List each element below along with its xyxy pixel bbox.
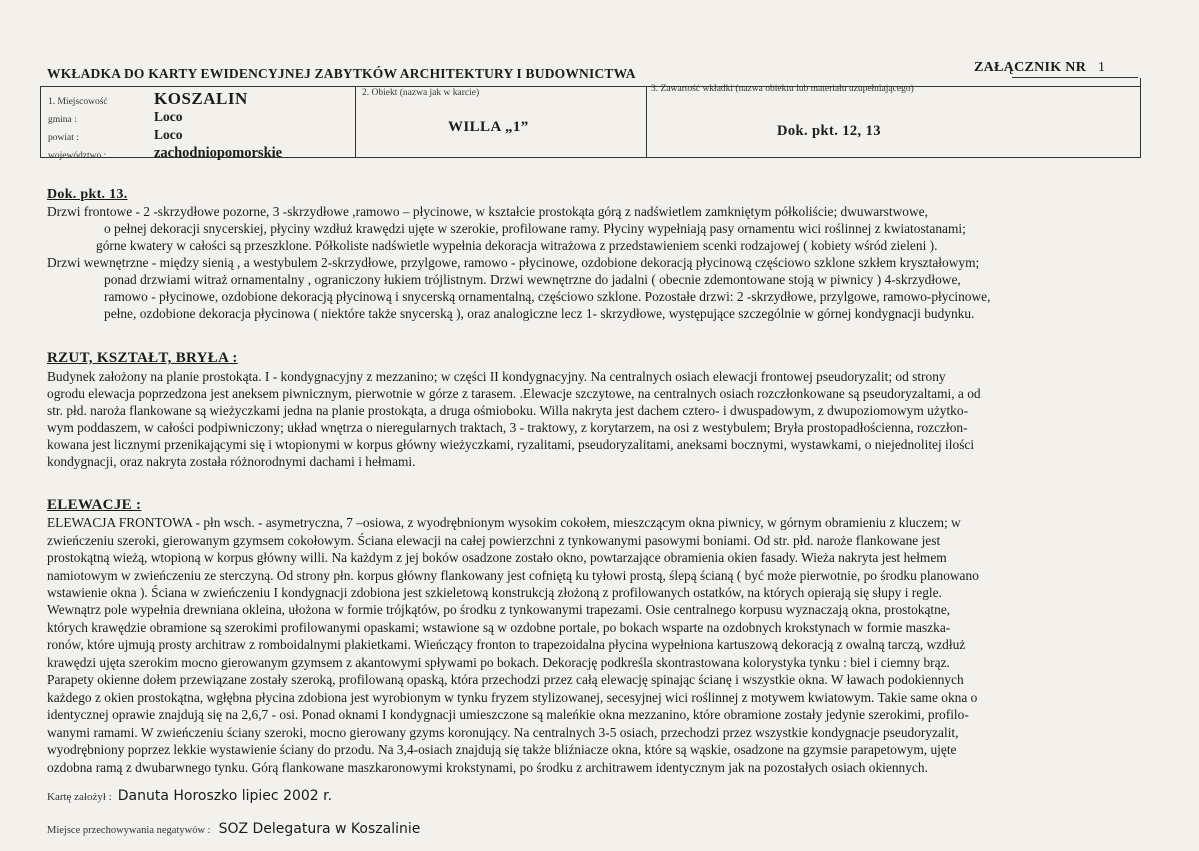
author-value: Danuta Horoszko lipiec 2002 r.: [117, 788, 333, 804]
annex-label-text: ZAŁĄCZNIK NR: [974, 60, 1087, 75]
elewacje-line: Parapety okienne dołem przewiązane zostały szeroką, profilowaną opaską, która przechodzi przez całą elewację spinając ścianę i wszystkie okna. W ławach podokiennych: [47, 672, 964, 687]
storage-value: SOZ Delegatura w Koszalinie: [218, 821, 421, 837]
miejscowosc-label: 1. Miejscowość: [48, 97, 108, 107]
table-left-border: [40, 86, 41, 158]
zawartosc-value: Dok. pkt. 12, 13: [777, 123, 881, 139]
table-divider-2: [646, 86, 647, 158]
storage-label: Miejsce przechowywania negatywów :: [47, 825, 211, 836]
wojewodztwo-label: województwo :: [48, 151, 107, 161]
rzut-line: Budynek założony na planie prostokąta. I - kondygnacyjny z mezzanino; w części II kondygnacyjny. Na centralnych osiach elewacji frontowej pseudoryzalit; od strony: [47, 369, 946, 384]
elewacje-line: ozdobna ramą z dwubarwnego tynku. Górą flankowane maszkaronowymi krokstynami, po środku z architrawem identycznym jak na pozostałych osiach okiennych.: [47, 760, 928, 775]
rzut-line: kondygnacji, oraz nakryta została różnorodnymi dachami i hełmami.: [47, 454, 416, 469]
dok-line: o pełnej dekoracji snycerskiej, płyciny wzdłuż krawędzi ujęte w szerokie, profilowane ramy. Płyciny wypełniają pasy ornamentu wici roślinnej z kwiatostanami;: [104, 221, 966, 236]
elewacje-line: krawędzi ujęta szerokim mocno gierowanym gzymsem z akantowymi spływami po bokach. Dekorację podkreśla skontrastowana kolorystyka tynku : biel i ciemny brąz.: [47, 655, 950, 670]
elewacje-line: namiotowym w zwieńczeniu ze sterczyną. Od strony płn. korpus główny flankowany jest cofniętą ku tyłowi prostą, ślepą ścianą ( być może pierwotnie, po środku planowano: [47, 568, 979, 583]
elewacje-heading: ELEWACJE :: [47, 497, 142, 513]
obiekt-label: 2. Obiekt (nazwa jak w karcie): [362, 88, 480, 98]
author-label: Kartę założył :: [47, 791, 112, 803]
rzut-heading: RZUT, KSZTAŁT, BRYŁA :: [47, 350, 238, 366]
gmina-label: gmina :: [48, 115, 77, 125]
dok-heading: Dok. pkt. 13.: [47, 187, 128, 202]
author-row: [47, 787, 332, 805]
storage-row: [47, 820, 420, 838]
annex-number: 1: [1097, 60, 1106, 75]
rzut-line: wym poddaszem, w całości podpiwniczony; układ wnętrza o nieregularnych traktach, 3 - traktowy, z korytarzem, na osi z westybulem; Bryła prostopadłościenna, rozczłon-: [47, 420, 968, 435]
elewacje-line: każdego z okien prostokątna, wgłębna płycina zdobiona jest wyrobionym w tynku fryzem stylizowanej, secesyjnej wici roślinnej z motywem kwiatowym. Takie same okna o: [47, 690, 978, 705]
elewacje-line: Wewnątrz pole wypełnia drewniana okleina, ułożona w formie trójkątów, po środku z tynkowanymi trapezami. Osie centralnego korpusu wyznaczają okna, prostokątne,: [47, 602, 951, 617]
obiekt-value: WILLA „1”: [448, 119, 529, 135]
dok-line: Drzwi frontowe - 2 -skrzydłowe pozorne, 3 -skrzydłowe ,ramowo – płycinowe, w kształcie prostokąta górą z nadświetlem zamkniętym półkoliście; dwuwarstwowe,: [47, 204, 928, 219]
table-divider-1: [355, 86, 356, 158]
dok-line: ramowo - płycinowe, ozdobione dekoracją płycinową i snycerską ornamentalną, częściowo szklone. Pozostałe drzwi: 2 -skrzydłowe, przylgowe, ramowo-płycinowe,: [104, 289, 991, 304]
annex-label: [974, 60, 1105, 76]
elewacje-line: których krawędzie obramione są szerokimi profilowanymi opaskami; wstawione są w ozdobne portale, po bokach wsparte na ozdobnych krokstynach w formie maszka-: [47, 620, 951, 635]
elewacje-line: wyodrębniony poprzez lekkie wystawienie ściany do przodu. Na 3,4-osiach znajdują się także bliźniacze okna, które są wąskie, osadzone na gzymsie parapetowym, ujęte: [47, 742, 957, 757]
form-title: WKŁADKA DO KARTY EWIDENCYJNEJ ZABYTKÓW ARCHITEKTURY I BUDOWNICTWA: [47, 66, 636, 81]
miejscowosc-value: KOSZALIN: [154, 89, 248, 108]
elewacje-line: ronów, które ujmują prosty architraw z romboidalnymi plakietkami. Wieńczący fronton to trapezoidalna płycina wypełniona kartuszową dekoracją z owalną tarczą, wzdłuż: [47, 637, 966, 652]
elewacje-line: identycznej oprawie znajdują się na 2,6,7 - osi. Ponad oknami I kondygnacji umieszczone są maleńkie okna mezzanino, które obramione zostały jedynie szerokimi, profilo-: [47, 707, 969, 722]
dok-line: górne kwatery w całości są przeszklone. Półkoliste nadświetle wypełnia dekoracja witrażowa z przedstawieniem scenki rodzajowej ( kobiety wśród zieleni ).: [96, 238, 938, 253]
rzut-line: ogrodu elewacja poprzedzona jest aneksem piwnicznym, pierwotnie w górze z tarasem. .Elewacje szczytowe, na centralnych osiach rozczłonkowane są pseudoryzaltami, a od: [47, 386, 981, 401]
annex-underline: [1012, 77, 1138, 78]
zawartosc-label: 3. Zawartość wkładki (nazwa obiektu lub materiału uzupełniającego): [651, 84, 914, 94]
powiat-label: powiat :: [48, 133, 79, 143]
dok-line: Drzwi wewnętrzne - między sienią , a westybulem 2-skrzydłowe, przylgowe, ramowo - płycinowe, ozdobione dekoracją płycinową częściowo szklone szkłem kryształowym;: [47, 255, 980, 270]
rzut-line: kowana jest licznymi przenikającymi się i wtopionymi w korpus główny wieżyczkami, ryzalitami, pseudoryzalitami, aneksami bocznymi, wystawkami, o niejednolitej ilości: [47, 437, 975, 452]
elewacje-line: wstawienie okna ). Ściana w zwieńczeniu I kondygnacji zdobiona jest szkieletową konstrukcją złożoną z profilowanych ostatków, na których opierają się słupy i regle.: [47, 585, 942, 600]
elewacje-line: prostokątną wieżą, wtopioną w korpus główny willi. Na każdym z jej boków osadzone zostało okno, powtarzające obramienia okien fasady. Wieża nakryta jest hełmem: [47, 550, 947, 565]
table-top-border: [40, 86, 1141, 87]
elewacje-line: wanymi ramami. W zwieńczeniu ściany szeroki, mocno gierowany gzyms koronujący. Na centralnych 3-5 osiach, przechodzi przez wszystkie kondygnacje pseudoryzalit,: [47, 725, 959, 740]
dok-line: pełne, ozdobione dekoracja płycinowa ( niektóre także snycerską ), oraz analogiczne lecz 1- skrzydłowe, występujące szczególnie w górnej kondygnacji budynku.: [104, 306, 975, 321]
table-right-border: [1140, 78, 1141, 158]
rzut-line: str. płd. naroża flankowane są wieżyczkami jedna na planie prostokąta, a druga ośmioboku. Willa nakryta jest dachem cztero- i dwuspadowym, z dwupoziomowym użytko-: [47, 403, 969, 418]
dok-line: ponad drzwiami witraż ornamentalny , ograniczony łukiem trójlistnym. Drzwi wewnętrzne do jadalni ( obecnie zdemontowane stoją w piwnicy ) 4-skrzydłowe,: [104, 272, 961, 287]
wojewodztwo-value: zachodniopomorskie: [154, 145, 283, 161]
elewacje-line: ELEWACJA FRONTOWA - płn wsch. - asymetryczna, 7 –osiowa, z wyodrębnionym wysokim cokołem, mieszczącym okna piwnicy, w górnym obramieniu z kluczem; w: [47, 515, 961, 530]
gmina-value: Loco: [154, 109, 183, 124]
elewacje-line: zwieńczeniu szeroki, gierowanym gzymsem cokołowym. Ściana elewacji na całej powierzchni z tynkowanymi pasowymi boniami. Od str. płd. naroże flankowane jest: [47, 533, 941, 548]
powiat-value: Loco: [154, 127, 183, 142]
